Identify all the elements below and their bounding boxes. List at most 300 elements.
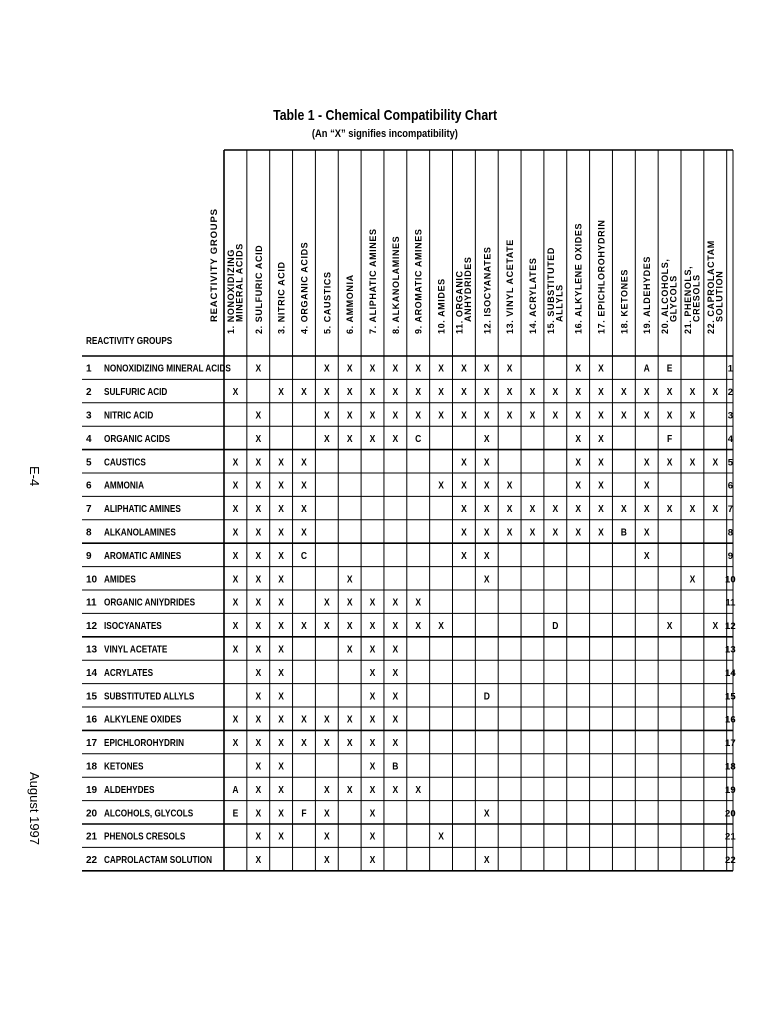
cell-mark: X (666, 456, 673, 468)
column-header: 20. ALCOHOLS, (660, 258, 671, 334)
cell-mark: X (392, 690, 399, 702)
row-number: 14 (86, 667, 98, 679)
cell-mark: X (461, 550, 467, 562)
cell-mark: X (369, 784, 376, 796)
cell-mark: X (483, 433, 490, 445)
row-number-right: 17 (725, 738, 736, 750)
column-header: 14. ACRYLATES (527, 257, 538, 334)
cell-mark: X (575, 386, 582, 398)
column-header: 15. SUBSTITUTED (545, 246, 556, 334)
column-header: 8. ALKANOLAMINES (390, 235, 401, 334)
cell-mark: X (278, 784, 284, 796)
page-title: Table 1 - Chemical Compatibility Chart (273, 107, 498, 124)
cell-mark: X (529, 526, 536, 538)
cell-mark: X (301, 480, 307, 491)
row-label: SULFURIC ACID (104, 386, 168, 398)
cell-mark: X (461, 480, 467, 491)
cell-mark: X (346, 363, 353, 374)
cell-mark: X (255, 737, 262, 749)
row-number: 19 (86, 784, 98, 796)
cell-mark: X (278, 386, 284, 398)
cell-mark: X (346, 573, 353, 585)
cell-mark: X (346, 643, 353, 655)
row-number-right: 20 (725, 808, 736, 820)
cell-mark: X (621, 386, 627, 398)
cell-mark: X (255, 854, 262, 866)
row-label: AROMATIC AMINES (104, 550, 182, 562)
cell-mark: X (278, 480, 284, 491)
cell-mark: X (483, 807, 490, 819)
cell-mark: X (392, 386, 399, 398)
cell-mark: X (255, 760, 262, 772)
cell-mark: X (255, 573, 262, 585)
column-header: 10. AMIDES (436, 278, 447, 334)
column-header-line2: SOLUTION (714, 270, 725, 322)
cell-mark: X (643, 480, 650, 491)
cell-mark: X (392, 363, 399, 374)
row-number-right: 14 (725, 667, 736, 679)
column-header: 12. ISOCYANATES (482, 246, 493, 334)
column-header-line2: CRESOLS (691, 274, 702, 322)
cell-mark: X (666, 386, 673, 398)
row-label: PHENOLS CRESOLS (104, 830, 186, 842)
row-number-right: 5 (727, 457, 733, 469)
column-header: 19. ALDEHYDES (642, 256, 653, 334)
column-header: 11. ORGANIC (454, 270, 465, 334)
cell-mark: X (712, 386, 719, 398)
cell-mark: X (438, 386, 444, 398)
cell-mark: X (369, 807, 376, 819)
cell-mark: X (483, 386, 490, 398)
cell-mark: X (232, 386, 239, 398)
page-subtitle: (An “X” signifies incompatibility) (311, 128, 458, 140)
cell-mark: X (255, 620, 262, 632)
column-axis-label: REACTIVITY GROUPS (209, 208, 220, 322)
row-label: ISOCYANATES (104, 620, 162, 632)
cell-mark: X (552, 503, 559, 515)
cell-mark: X (369, 620, 376, 632)
cell-mark: F (666, 433, 673, 445)
cell-mark: X (255, 363, 262, 374)
column-header: 6. AMMONIA (345, 274, 356, 334)
cell-mark: X (255, 480, 262, 491)
cell-mark: X (643, 550, 650, 562)
cell-mark: X (575, 456, 582, 468)
row-number-right: 1 (727, 363, 733, 375)
cell-mark: X (621, 503, 627, 515)
cell-mark: X (392, 667, 399, 679)
row-number-right: 8 (727, 527, 733, 539)
row-label: AMMONIA (104, 479, 145, 491)
row-number: 20 (86, 808, 98, 820)
cell-mark: X (415, 386, 422, 398)
cell-mark: X (666, 409, 673, 421)
cell-mark: X (323, 409, 330, 421)
cell-mark: X (483, 503, 490, 515)
cell-mark: X (483, 550, 490, 562)
column-header: 13. VINYL ACETATE (505, 239, 516, 334)
cell-mark: X (483, 409, 490, 421)
row-label: ALDEHYDES (104, 784, 155, 796)
cell-mark: X (346, 409, 353, 421)
row-number-right: 11 (725, 597, 736, 609)
cell-mark: X (392, 714, 399, 725)
cell-mark: X (643, 386, 650, 398)
row-label: ALIPHATIC AMINES (104, 503, 181, 515)
cell-mark: X (255, 409, 262, 421)
cell-mark: X (461, 386, 467, 398)
cell-mark: X (278, 714, 284, 725)
cell-mark: X (666, 503, 673, 515)
column-header: 2. SULFURIC ACID (253, 244, 264, 334)
cell-mark: X (369, 386, 376, 398)
cell-mark: X (232, 573, 239, 585)
cell-mark: X (255, 503, 262, 515)
cell-mark: X (278, 526, 284, 538)
cell-mark: X (438, 480, 444, 491)
cell-mark: X (232, 597, 239, 608)
row-number: 6 (86, 480, 92, 492)
cell-mark: X (712, 620, 719, 632)
cell-mark: X (323, 714, 330, 725)
cell-mark: X (346, 737, 353, 749)
cell-mark: X (346, 784, 353, 796)
cell-mark: A (232, 784, 239, 796)
row-number: 1 (86, 363, 92, 375)
column-header: 4. ORGANIC ACIDS (299, 241, 310, 334)
cell-mark: C (415, 433, 422, 445)
cell-mark: X (301, 386, 307, 398)
column-header-line2: MINERAL ACIDS (234, 243, 245, 322)
cell-mark: X (278, 550, 284, 562)
cell-mark: X (598, 386, 604, 398)
row-number: 15 (86, 691, 98, 703)
cell-mark: X (392, 643, 399, 655)
cell-mark: X (301, 526, 307, 538)
row-label: KETONES (104, 760, 144, 772)
row-label: NITRIC ACID (104, 409, 154, 421)
cell-mark: X (506, 526, 513, 538)
cell-mark: X (666, 620, 673, 632)
column-header-line2: ANHYDRIDES (462, 256, 473, 322)
cell-mark: X (255, 784, 262, 796)
cell-mark: X (232, 714, 239, 725)
cell-mark: X (598, 526, 604, 538)
cell-mark: X (278, 737, 284, 749)
column-header: 3. NITRIC ACID (276, 261, 287, 334)
row-number-right: 21 (725, 831, 736, 843)
column-header: 21. PHENOLS, (682, 265, 693, 334)
cell-mark: X (575, 409, 582, 421)
cell-mark: X (278, 667, 284, 679)
cell-mark: X (278, 573, 284, 585)
cell-mark: X (483, 573, 490, 585)
row-label: NONOXIDIZING MINERAL ACIDS (104, 362, 231, 374)
cell-mark: X (255, 643, 262, 655)
cell-mark: X (278, 597, 284, 608)
cell-mark: X (278, 831, 284, 842)
cell-mark: X (255, 667, 262, 679)
row-number: 5 (86, 457, 92, 469)
row-label: AMIDES (104, 573, 136, 585)
document-date: August 1997 (27, 772, 42, 846)
cell-mark: X (552, 526, 559, 538)
row-number-right: 2 (727, 387, 733, 399)
row-number: 7 (86, 504, 92, 516)
cell-mark: X (506, 409, 513, 421)
cell-mark: X (301, 714, 307, 725)
cell-mark: X (483, 363, 490, 374)
row-label: SUBSTITUTED ALLYLS (104, 690, 195, 702)
row-number-right: 19 (725, 784, 736, 796)
cell-mark: X (255, 831, 262, 842)
cell-mark: E (666, 363, 673, 374)
cell-mark: X (461, 526, 467, 538)
cell-mark: X (598, 456, 604, 468)
row-number: 11 (86, 597, 97, 609)
cell-mark: X (369, 433, 376, 445)
cell-mark: X (506, 363, 513, 374)
cell-mark: X (278, 456, 284, 468)
cell-mark: X (323, 597, 330, 608)
row-number-right: 10 (725, 574, 736, 586)
cell-mark: B (620, 526, 627, 538)
cell-mark: X (392, 784, 399, 796)
cell-mark: X (301, 620, 307, 632)
cell-mark: X (643, 526, 650, 538)
cell-mark: X (301, 737, 307, 749)
cell-mark: X (392, 620, 399, 632)
cell-mark: X (278, 690, 284, 702)
row-number-right: 9 (727, 550, 733, 562)
cell-mark: X (232, 643, 239, 655)
row-number: 13 (86, 644, 98, 656)
row-number-right: 3 (727, 410, 733, 422)
cell-mark: X (255, 433, 262, 445)
row-label: EPICHLOROHYDRIN (104, 737, 185, 749)
cell-mark: X (575, 526, 582, 538)
cell-mark: X (506, 386, 513, 398)
cell-mark: X (255, 690, 262, 702)
cell-mark: X (689, 456, 696, 468)
cell-mark: X (438, 363, 444, 374)
row-number: 3 (86, 410, 92, 422)
cell-mark: X (369, 760, 376, 772)
column-header: 7. ALIPHATIC AMINES (368, 228, 379, 334)
cell-mark: X (689, 386, 696, 398)
cell-mark: X (689, 503, 696, 515)
cell-mark: X (278, 503, 284, 515)
cell-mark: X (301, 503, 307, 515)
column-header: 1. NONOXIDIZING (225, 248, 236, 334)
page-number: E-4 (27, 466, 42, 487)
cell-mark: X (552, 386, 559, 398)
row-number: 4 (86, 433, 92, 445)
cell-mark: X (461, 503, 467, 515)
column-header: 16. ALKYLENE OXIDES (573, 222, 584, 334)
cell-mark: X (483, 456, 490, 468)
cell-mark: X (643, 409, 650, 421)
cell-mark: X (323, 807, 330, 819)
cell-mark: X (369, 714, 376, 725)
cell-mark: X (598, 480, 604, 491)
cell-mark: X (323, 620, 330, 632)
row-number: 18 (86, 761, 98, 773)
cell-mark: X (438, 620, 444, 632)
cell-mark: X (575, 433, 582, 445)
cell-mark: X (483, 854, 490, 866)
cell-mark: X (255, 807, 262, 819)
row-number-right: 22 (725, 855, 736, 867)
cell-mark: X (392, 737, 399, 749)
cell-mark: X (278, 620, 284, 632)
cell-mark: X (278, 760, 284, 772)
row-number-right: 16 (725, 714, 736, 726)
cell-mark: X (415, 784, 422, 796)
cell-mark: X (323, 433, 330, 445)
row-number: 22 (86, 855, 98, 867)
cell-mark: X (438, 831, 444, 842)
row-number-right: 7 (727, 504, 733, 516)
cell-mark: X (323, 363, 330, 374)
cell-mark: A (643, 363, 650, 374)
cell-mark: X (255, 597, 262, 608)
row-label: ALKANOLAMINES (104, 526, 176, 538)
column-header-line2: ALLYLS (554, 284, 565, 322)
cell-mark: X (461, 363, 467, 374)
cell-mark: X (415, 409, 422, 421)
cell-mark: X (232, 526, 239, 538)
row-number: 16 (86, 714, 98, 726)
cell-mark: X (369, 667, 376, 679)
cell-mark: X (483, 480, 490, 491)
cell-mark: X (643, 456, 650, 468)
row-number: 9 (86, 550, 92, 562)
cell-mark: X (506, 480, 513, 491)
row-label: VINYL ACETATE (104, 643, 168, 655)
column-header: 17. EPICHLOROHYDRIN (596, 219, 607, 334)
cell-mark: X (255, 456, 262, 468)
row-number-right: 6 (727, 480, 733, 492)
cell-mark: X (643, 503, 650, 515)
column-header: 5. CAUSTICS (322, 271, 333, 334)
cell-mark: X (712, 503, 719, 515)
row-number: 21 (86, 831, 98, 843)
cell-mark: E (232, 807, 239, 819)
cell-mark: X (369, 690, 376, 702)
cell-mark: X (552, 409, 559, 421)
cell-mark: C (300, 550, 308, 562)
row-number-right: 4 (727, 433, 733, 445)
cell-mark: X (575, 480, 582, 491)
cell-mark: X (346, 386, 353, 398)
cell-mark: X (575, 503, 582, 515)
cell-mark: X (232, 456, 239, 468)
cell-mark: X (369, 363, 376, 374)
cell-mark: X (346, 597, 353, 608)
cell-mark: F (301, 807, 307, 819)
cell-mark: X (346, 714, 353, 725)
cell-mark: X (232, 550, 239, 562)
row-label: CAPROLACTAM SOLUTION (104, 854, 213, 866)
cell-mark: X (598, 409, 604, 421)
cell-mark: X (255, 714, 262, 725)
column-header: 18. KETONES (619, 269, 630, 334)
cell-mark: X (438, 409, 444, 421)
cell-mark: X (483, 526, 490, 538)
row-number: 10 (86, 574, 98, 586)
column-header-line2: GLYCOLS (668, 275, 679, 322)
row-label: ALCOHOLS, GLYCOLS (104, 807, 194, 819)
cell-mark: X (712, 456, 719, 468)
cell-mark: X (689, 409, 696, 421)
row-label: ACRYLATES (104, 667, 154, 679)
row-number-right: 18 (725, 761, 736, 773)
cell-mark: X (598, 433, 604, 445)
cell-mark: X (369, 831, 376, 842)
cell-mark: X (506, 503, 513, 515)
row-number: 12 (86, 621, 98, 633)
cell-mark: X (323, 854, 330, 866)
cell-mark: B (392, 760, 399, 772)
cell-mark: X (232, 480, 239, 491)
row-label: CAUSTICS (104, 456, 146, 468)
cell-mark: X (369, 737, 376, 749)
cell-mark: X (369, 854, 376, 866)
cell-mark: X (255, 526, 262, 538)
cell-mark: X (278, 807, 284, 819)
cell-mark: X (369, 597, 376, 608)
cell-mark: X (232, 503, 239, 515)
row-number: 17 (86, 738, 98, 750)
row-label: ALKYLENE OXIDES (104, 713, 182, 725)
cell-mark: D (552, 620, 559, 632)
cell-mark: X (529, 409, 536, 421)
cell-mark: X (529, 386, 536, 398)
cell-mark: X (346, 433, 353, 445)
cell-mark: X (415, 597, 422, 608)
cell-mark: X (323, 386, 330, 398)
row-axis-label: REACTIVITY GROUPS (86, 335, 173, 347)
row-number-right: 13 (725, 644, 736, 656)
cell-mark: X (461, 409, 467, 421)
row-label: ORGANIC ACIDS (104, 433, 171, 445)
cell-mark: X (461, 456, 467, 468)
cell-mark: X (232, 737, 239, 749)
cell-mark: X (369, 643, 376, 655)
cell-mark: X (323, 784, 330, 796)
cell-mark: X (392, 597, 399, 608)
cell-mark: X (255, 550, 262, 562)
cell-mark: X (346, 620, 353, 632)
row-label: ORGANIC ANIYDRIDES (104, 596, 196, 608)
cell-mark: X (392, 433, 399, 445)
cell-mark: X (232, 620, 239, 632)
cell-mark: X (323, 737, 330, 749)
column-header: 9. AROMATIC AMINES (413, 228, 424, 334)
row-number-right: 12 (725, 621, 736, 633)
cell-mark: X (415, 620, 422, 632)
cell-mark: X (621, 409, 627, 421)
cell-mark: X (575, 363, 582, 374)
cell-mark: D (483, 690, 490, 702)
cell-mark: X (689, 573, 696, 585)
cell-mark: X (392, 409, 399, 421)
cell-mark: X (278, 643, 284, 655)
row-number: 8 (86, 527, 92, 539)
cell-mark: X (415, 363, 422, 374)
cell-mark: X (323, 831, 330, 842)
